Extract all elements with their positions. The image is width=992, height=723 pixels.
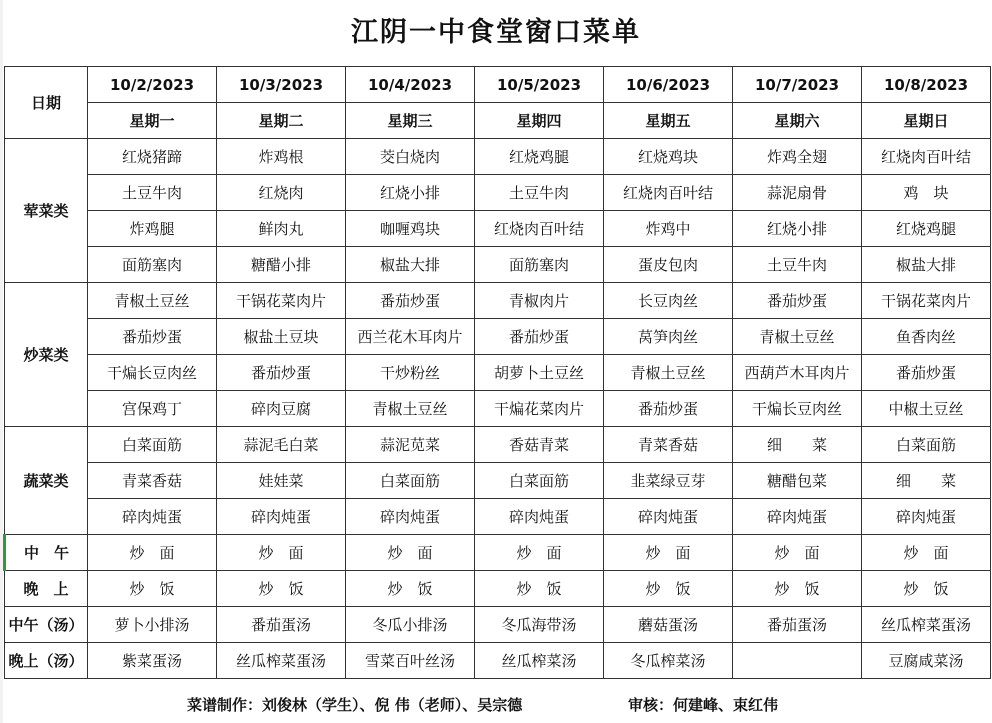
dish-cell: 番茄炒蛋 <box>346 283 475 319</box>
date-cell: 10/3/2023 <box>217 67 346 103</box>
dish-cell: 干炒粉丝 <box>346 355 475 391</box>
dish-cell: 面筋塞肉 <box>475 247 604 283</box>
dish-cell: 椒盐土豆块 <box>217 319 346 355</box>
dish-cell: 西兰花木耳肉片 <box>346 319 475 355</box>
menu-row <box>5 319 991 355</box>
dish-cell: 炒 饭 <box>475 571 604 607</box>
weekday-cell: 星期二 <box>217 103 346 139</box>
dish-cell: 干煸花菜肉片 <box>475 391 604 427</box>
meal-row <box>5 643 991 679</box>
dish-cell: 干锅花菜肉片 <box>217 283 346 319</box>
dish-cell: 西葫芦木耳肉片 <box>733 355 862 391</box>
meal-label: 中午（汤） <box>5 607 88 643</box>
dish-cell: 冬瓜榨菜汤 <box>604 643 733 679</box>
dish-cell: 面筋塞肉 <box>88 247 217 283</box>
dish-cell: 炒 面 <box>862 535 991 571</box>
dish-cell: 丝瓜榨菜蛋汤 <box>862 607 991 643</box>
dish-cell: 宫保鸡丁 <box>88 391 217 427</box>
dish-cell: 豆腐咸菜汤 <box>862 643 991 679</box>
dish-cell: 番茄炒蛋 <box>217 355 346 391</box>
menu-row <box>5 211 991 247</box>
dish-cell: 碎肉炖蛋 <box>475 499 604 535</box>
dish-cell: 红烧小排 <box>733 211 862 247</box>
dish-cell: 蒜泥苋菜 <box>346 427 475 463</box>
dish-cell: 番茄炒蛋 <box>88 319 217 355</box>
date-cell: 10/2/2023 <box>88 67 217 103</box>
footer-review: 审核：何建峰、束红伟 <box>628 696 779 714</box>
dish-cell: 蛋皮包肉 <box>604 247 733 283</box>
dish-cell <box>733 643 862 679</box>
dish-cell: 鲜肉丸 <box>217 211 346 247</box>
date-cell: 10/4/2023 <box>346 67 475 103</box>
dish-cell: 红烧肉百叶结 <box>475 211 604 247</box>
dish-cell: 干锅花菜肉片 <box>862 283 991 319</box>
dish-cell: 紫菜蛋汤 <box>88 643 217 679</box>
meal-row <box>5 607 991 643</box>
dish-cell: 雪菜百叶丝汤 <box>346 643 475 679</box>
dish-cell: 番茄炒蛋 <box>862 355 991 391</box>
dish-cell: 中椒土豆丝 <box>862 391 991 427</box>
dish-cell: 炒 饭 <box>604 571 733 607</box>
dish-cell: 碎肉炖蛋 <box>733 499 862 535</box>
dish-cell: 韭菜绿豆芽 <box>604 463 733 499</box>
dish-cell: 蘑菇蛋汤 <box>604 607 733 643</box>
dish-cell: 番茄蛋汤 <box>217 607 346 643</box>
dish-cell: 丝瓜榨菜蛋汤 <box>217 643 346 679</box>
dish-cell: 椒盐大排 <box>346 247 475 283</box>
header-weekdays-row <box>5 103 991 139</box>
dish-cell: 莴笋肉丝 <box>604 319 733 355</box>
dish-cell: 红烧肉 <box>217 175 346 211</box>
date-cell: 10/5/2023 <box>475 67 604 103</box>
weekday-cell: 星期六 <box>733 103 862 139</box>
dish-cell: 碎肉炖蛋 <box>88 499 217 535</box>
dish-cell: 炒 饭 <box>217 571 346 607</box>
dish-cell: 土豆牛肉 <box>475 175 604 211</box>
dish-cell: 胡萝卜土豆丝 <box>475 355 604 391</box>
dish-cell: 青椒土豆丝 <box>733 319 862 355</box>
dish-cell: 娃娃菜 <box>217 463 346 499</box>
dish-cell: 红烧小排 <box>346 175 475 211</box>
dish-cell: 碎肉豆腐 <box>217 391 346 427</box>
meal-label: 中 午 <box>5 535 88 571</box>
weekday-cell: 星期五 <box>604 103 733 139</box>
dish-cell: 红烧鸡腿 <box>862 211 991 247</box>
dish-cell: 咖喱鸡块 <box>346 211 475 247</box>
dish-cell: 香菇青菜 <box>475 427 604 463</box>
dish-cell: 土豆牛肉 <box>88 175 217 211</box>
date-label: 日期 <box>5 67 88 139</box>
dish-cell: 番茄炒蛋 <box>475 319 604 355</box>
dish-cell: 细 菜 <box>733 427 862 463</box>
weekday-cell: 星期一 <box>88 103 217 139</box>
meal-row <box>5 535 991 571</box>
dish-cell: 糖醋小排 <box>217 247 346 283</box>
dish-cell: 碎肉炖蛋 <box>862 499 991 535</box>
dish-cell: 炒 面 <box>217 535 346 571</box>
dish-cell: 炒 饭 <box>862 571 991 607</box>
dish-cell: 炒 饭 <box>346 571 475 607</box>
weekday-cell: 星期四 <box>475 103 604 139</box>
dish-cell: 炒 面 <box>604 535 733 571</box>
dish-cell: 白菜面筋 <box>475 463 604 499</box>
menu-row <box>5 463 991 499</box>
menu-row <box>5 283 991 319</box>
dish-cell: 冬瓜海带汤 <box>475 607 604 643</box>
category-label: 炒菜类 <box>5 283 88 427</box>
dish-cell: 青椒土豆丝 <box>346 391 475 427</box>
dish-cell: 干煸长豆肉丝 <box>88 355 217 391</box>
dish-cell: 炸鸡腿 <box>88 211 217 247</box>
menu-row <box>5 175 991 211</box>
dish-cell: 番茄炒蛋 <box>604 391 733 427</box>
dish-cell: 炸鸡全翅 <box>733 139 862 175</box>
footer <box>0 688 992 723</box>
dish-cell: 炒 面 <box>475 535 604 571</box>
dish-cell: 红烧鸡腿 <box>475 139 604 175</box>
menu-row <box>5 427 991 463</box>
date-cell: 10/7/2023 <box>733 67 862 103</box>
dish-cell: 碎肉炖蛋 <box>217 499 346 535</box>
dish-cell: 炒 饭 <box>733 571 862 607</box>
dish-cell: 白菜面筋 <box>346 463 475 499</box>
dish-cell: 白菜面筋 <box>88 427 217 463</box>
menu-row <box>5 355 991 391</box>
dish-cell: 青菜香菇 <box>604 427 733 463</box>
dish-cell: 红烧猪蹄 <box>88 139 217 175</box>
dish-cell: 椒盐大排 <box>862 247 991 283</box>
dish-cell: 红烧肉百叶结 <box>862 139 991 175</box>
dish-cell: 白菜面筋 <box>862 427 991 463</box>
weekday-cell: 星期三 <box>346 103 475 139</box>
dish-cell: 干煸长豆肉丝 <box>733 391 862 427</box>
dish-cell: 长豆肉丝 <box>604 283 733 319</box>
meal-label: 晚上（汤） <box>5 643 88 679</box>
dish-cell: 青椒肉片 <box>475 283 604 319</box>
date-cell: 10/8/2023 <box>862 67 991 103</box>
page-title: 江阴一中食堂窗口菜单 <box>351 17 641 48</box>
dish-cell: 青菜香菇 <box>88 463 217 499</box>
dish-cell: 蒜泥毛白菜 <box>217 427 346 463</box>
dish-cell: 茭白烧肉 <box>346 139 475 175</box>
dish-cell: 丝瓜榨菜汤 <box>475 643 604 679</box>
menu-row <box>5 247 991 283</box>
dish-cell: 炒 面 <box>346 535 475 571</box>
dish-cell: 番茄炒蛋 <box>733 283 862 319</box>
dish-cell: 炒 饭 <box>88 571 217 607</box>
dish-cell: 土豆牛肉 <box>733 247 862 283</box>
dish-cell: 炸鸡根 <box>217 139 346 175</box>
header-dates-row <box>5 67 991 103</box>
footer-credits: 菜谱制作：刘俊林（学生）、倪 伟（老师）、吴宗德 <box>187 696 523 714</box>
dish-cell: 冬瓜小排汤 <box>346 607 475 643</box>
meal-row <box>5 571 991 607</box>
dish-cell: 细 菜 <box>862 463 991 499</box>
dish-cell: 红烧肉百叶结 <box>604 175 733 211</box>
dish-cell: 红烧鸡块 <box>604 139 733 175</box>
category-label: 荤菜类 <box>5 139 88 283</box>
dish-cell: 碎肉炖蛋 <box>604 499 733 535</box>
dish-cell: 炒 面 <box>733 535 862 571</box>
date-cell: 10/6/2023 <box>604 67 733 103</box>
dish-cell: 蒜泥扇骨 <box>733 175 862 211</box>
menu-row <box>5 499 991 535</box>
dish-cell: 鸡 块 <box>862 175 991 211</box>
dish-cell: 萝卜小排汤 <box>88 607 217 643</box>
dish-cell: 炒 面 <box>88 535 217 571</box>
dish-cell: 鱼香肉丝 <box>862 319 991 355</box>
category-label: 蔬菜类 <box>5 427 88 535</box>
dish-cell: 青椒土豆丝 <box>88 283 217 319</box>
dish-cell: 青椒土豆丝 <box>604 355 733 391</box>
menu-row <box>5 391 991 427</box>
dish-cell: 碎肉炖蛋 <box>346 499 475 535</box>
dish-cell: 炸鸡中 <box>604 211 733 247</box>
dish-cell: 番茄蛋汤 <box>733 607 862 643</box>
weekday-cell: 星期日 <box>862 103 991 139</box>
menu-table <box>3 66 991 679</box>
dish-cell: 糖醋包菜 <box>733 463 862 499</box>
menu-row <box>5 139 991 175</box>
meal-label: 晚 上 <box>5 571 88 607</box>
